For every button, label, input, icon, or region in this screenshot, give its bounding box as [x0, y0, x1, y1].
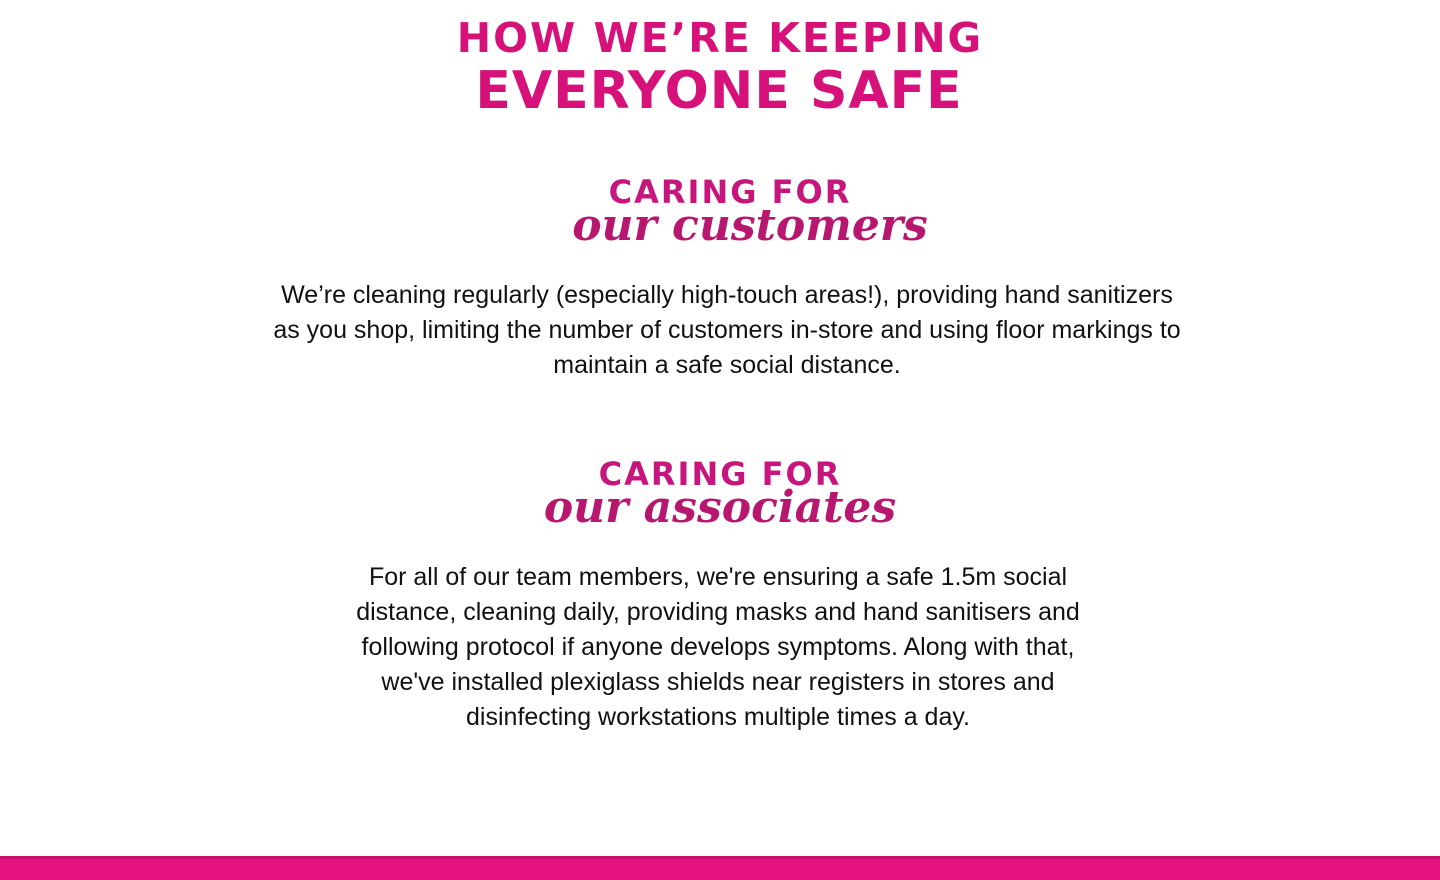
- customers-heading-script: our customers: [572, 200, 928, 251]
- customers-description: We’re cleaning regularly (especially high-touch areas!), providing hand sanitizers as you shop, limiting the number of customers in-store and using floor markings to maintain a safe social distance.: [273, 281, 1181, 379]
- associates-heading-caps: CARING FOR: [598, 455, 842, 493]
- footer-bar: [0, 856, 1440, 880]
- page-title-line-1: HOW WE’RE KEEPING: [456, 14, 984, 62]
- associates-description: For all of our team members, we're ensuring a safe 1.5m social distance, cleaning daily, providing masks and hand sanitisers and following protocol if anyone develops symptoms. Along with that, we've installed plexiglass shields near registers in stores and disinfecting workstations multiple times a day.: [356, 563, 1080, 731]
- associates-heading: [0, 455, 1440, 533]
- page-title-line-2: EVERYONE SAFE: [475, 61, 963, 121]
- customers-heading-caps: CARING FOR: [608, 173, 852, 211]
- page-title: [0, 14, 1440, 121]
- associates-heading-script: our associates: [543, 482, 897, 533]
- customers-heading: [0, 173, 1440, 251]
